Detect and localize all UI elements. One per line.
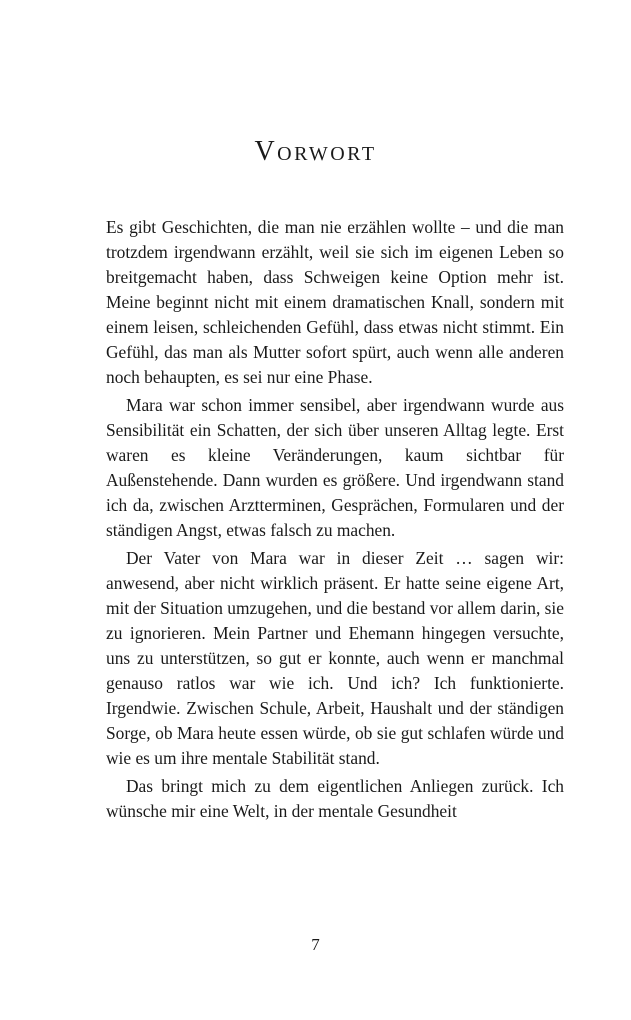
chapter-title: Vorwort	[254, 136, 377, 167]
paragraph-4: Das bringt mich zu dem eigentlichen Anliegen zurück. Ich wünsche mir eine Welt, in der mentale Gesundheit	[106, 776, 564, 821]
paragraph-1: Es gibt Geschichten, die man nie erzählen wollte – und die man trotzdem irgendwann erzählt, weil sie sich im eigenen Leben so breitgemacht haben, dass Schweigen keine Option mehr ist. Meine beginnt nicht mit einem dramatischen Knall, sondern mit einem leisen, schleichenden Gefühl, dass etwas nicht stimmt. Ein Gefühl, das man als Mutter sofort spürt, auch wenn alle anderen noch behaupten, es sei nur eine Phase.	[106, 217, 564, 387]
paragraph-2: Mara war schon immer sensibel, aber irgendwann wurde aus Sensibilität ein Schatten, der sich über unseren Alltag legte. Erst waren es kleine Veränderungen, kaum sichtbar für Außenstehende. Dann wurden es größere. Und irgendwann stand ich da, zwischen Arztterminen, Gesprächen, Formularen und der ständigen Angst, etwas falsch zu machen.	[106, 395, 564, 540]
page-number: 7	[311, 935, 320, 954]
paragraph-3: Der Vater von Mara war in dieser Zeit … sagen wir: anwesend, aber nicht wirklich präsent. Er hatte seine eigene Art, mit der Situation umzugehen, und die bestand vor allem darin, sie zu ignorieren. Mein Partner und Ehemann hingegen versuchte, uns zu unterstützen, so gut er konnte, auch wenn er manchmal genauso ratlos war wie ich. Und ich? Ich funktionierte. Irgendwie. Zwischen Schule, Arbeit, Haushalt und der ständigen Sorge, ob Mara heute essen würde, ob sie gut schlafen würde und wie es um ihre mentale Stabilität stand.	[106, 548, 564, 768]
body-text	[106, 215, 564, 824]
